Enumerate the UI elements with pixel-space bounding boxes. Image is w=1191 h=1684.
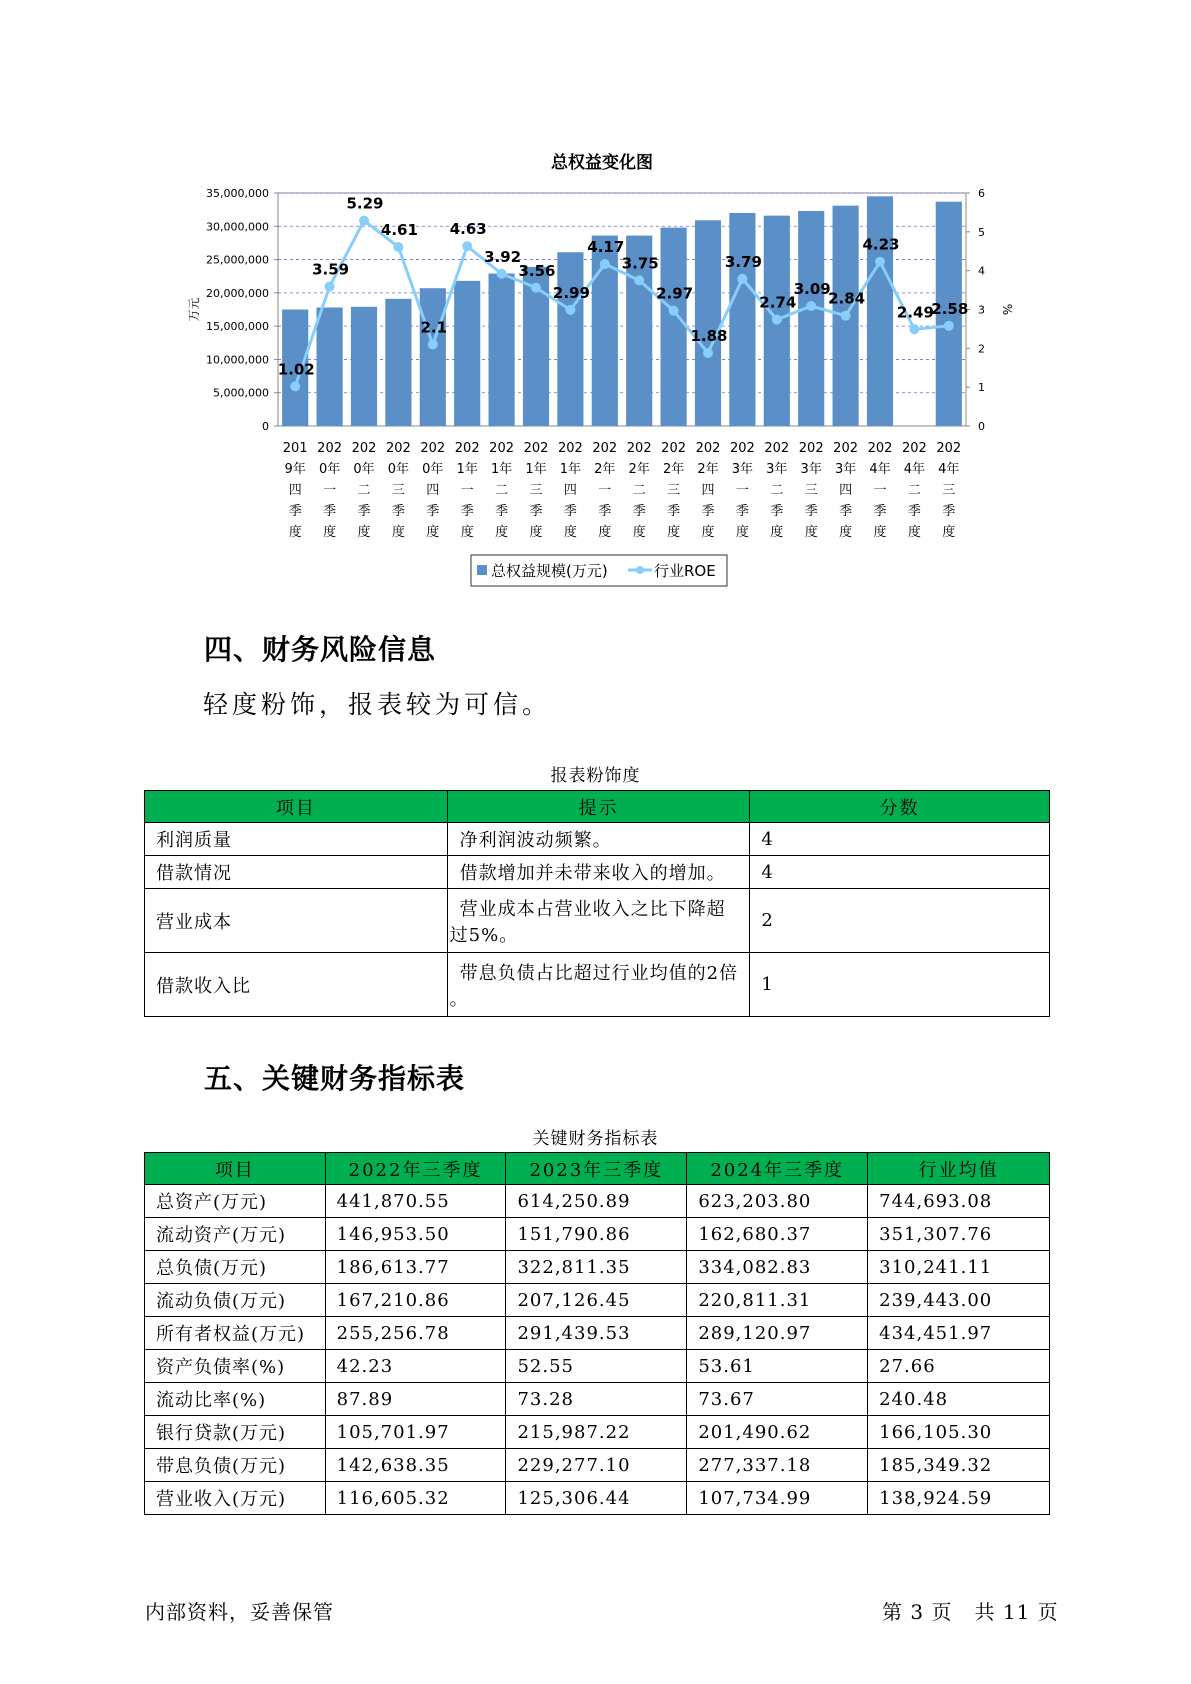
kpi-value: 27.66 [868,1350,1050,1383]
equity-chart [0,0,1191,600]
kpi-value: 215,987.22 [506,1416,687,1449]
x-tick-label: 202 2年四季度 [695,441,721,540]
kpi-value: 53.61 [687,1350,868,1383]
chart-title: 总权益变化图 [551,153,653,173]
y2-tick-label: 1 [978,381,985,395]
roe-point [531,283,541,293]
kpi-value: 151,790.86 [506,1218,687,1251]
kpi-value: 207,126.45 [506,1284,687,1317]
data-label: 4.23 [862,235,900,254]
data-label: 3.59 [312,260,350,279]
risk-item: 营业成本 [145,889,448,953]
kpi-item: 流动负债(万元) [145,1284,326,1317]
data-label: 1.02 [277,360,315,379]
x-tick-label: 202 0年三季度 [385,441,411,540]
bar [420,288,446,426]
kpi-value: 351,307.76 [868,1218,1050,1251]
kpi-item: 总负债(万元) [145,1251,326,1284]
kpi-value: 73.67 [687,1383,868,1416]
table-row [145,1317,1050,1350]
roe-point [393,242,403,252]
kpi-value: 334,082.83 [687,1251,868,1284]
x-tick-label: 202 4年二季度 [901,441,927,540]
y-tick-label: 30,000,000 [206,220,269,234]
data-label: 2.74 [759,293,797,312]
risk-table-caption: 报表粉饰度 [550,766,641,786]
kpi-table [144,1152,1050,1515]
y-tick-label: 0 [262,420,269,433]
kpi-item: 流动资产(万元) [145,1218,326,1251]
data-label: 5.29 [346,194,384,213]
roe-point [565,305,575,315]
risk-score: 2 [750,889,1050,953]
kpi-value: 322,811.35 [506,1251,687,1284]
kpi-value: 166,105.30 [868,1416,1050,1449]
table-row [145,1185,1050,1218]
kpi-value: 277,337.18 [687,1449,868,1482]
roe-point [600,259,610,269]
x-tick-label: 202 1年二季度 [489,441,515,540]
data-label: 3.79 [724,252,762,271]
bar [489,274,515,426]
kpi-value: 229,277.10 [506,1449,687,1482]
kpi-value: 107,734.99 [687,1482,868,1515]
bar [695,220,721,426]
data-label: 2.99 [552,283,590,302]
risk-score: 1 [750,953,1050,1017]
page-number: 第 3 页 共 11 页 [882,1600,1059,1624]
x-tick-label: 202 3年三季度 [798,441,824,540]
data-label: 3.75 [621,254,659,273]
risk-score: 4 [750,823,1050,856]
table-row [145,1416,1050,1449]
kpi-value: 220,811.31 [687,1284,868,1317]
kpi-value: 201,490.62 [687,1416,868,1449]
kpi-value: 441,870.55 [325,1185,506,1218]
kpi-value: 186,613.77 [325,1251,506,1284]
kpi-header: 行业均值 [868,1153,1050,1185]
kpi-header: 2022年三季度 [325,1153,506,1185]
kpi-value: 142,638.35 [325,1449,506,1482]
risk-hint: 借款增加并未带来收入的增加。 [447,856,750,889]
table-row [145,1449,1050,1482]
roe-point [841,311,851,321]
table-row [145,823,1050,856]
y2-tick-label: 3 [978,303,985,317]
roe-point [909,324,919,334]
y-tick-label: 25,000,000 [206,253,269,267]
y-tick-label: 20,000,000 [206,286,269,300]
table-row [145,856,1050,889]
data-label: 2.49 [896,303,934,322]
table-row [145,1383,1050,1416]
kpi-value: 87.89 [325,1383,506,1416]
risk-hint: 净利润波动频繁。 [447,823,750,856]
legend-line-marker [636,566,644,574]
data-label: 4.63 [449,220,487,239]
risk-score: 4 [750,856,1050,889]
kpi-value: 138,924.59 [868,1482,1050,1515]
risk-header-score: 分数 [750,791,1050,823]
bar [798,211,824,426]
legend-bar-swatch [477,565,487,575]
y-tick-label: 5,000,000 [213,386,269,400]
kpi-item: 资产负债率(%) [145,1350,326,1383]
data-label: 2.84 [828,289,866,308]
y2-tick-label: 0 [978,420,985,433]
x-tick-label: 202 0年一季度 [317,441,343,540]
y2-tick-label: 5 [978,225,985,239]
bar [385,299,411,426]
table-row [145,1251,1050,1284]
kpi-header: 2023年三季度 [506,1153,687,1185]
x-tick-label: 202 2年二季度 [626,441,652,540]
data-label: 3.92 [484,247,522,266]
y2-axis-label: % [1000,303,1014,316]
data-label: 4.17 [587,238,625,257]
kpi-item: 总资产(万元) [145,1185,326,1218]
roe-point [944,321,954,331]
kpi-value: 255,256.78 [325,1317,506,1350]
y-tick-label: 35,000,000 [206,187,269,200]
data-label: 2.58 [931,299,969,318]
roe-point [325,282,335,292]
kpi-value: 125,306.44 [506,1482,687,1515]
kpi-value: 623,203.80 [687,1185,868,1218]
kpi-value: 614,250.89 [506,1185,687,1218]
x-tick-label: 202 1年三季度 [523,441,549,540]
x-tick-label: 202 2年三季度 [661,441,687,540]
y2-tick-label: 6 [978,187,985,200]
legend-line-label: 行业ROE [654,562,716,580]
x-tick-label: 202 1年一季度 [454,441,480,540]
table-row [145,1218,1050,1251]
kpi-value: 291,439.53 [506,1317,687,1350]
kpi-item: 营业收入(万元) [145,1482,326,1515]
kpi-item: 流动比率(%) [145,1383,326,1416]
table-row [145,1284,1050,1317]
roe-point [737,274,747,284]
roe-point [497,269,507,279]
kpi-value: 52.55 [506,1350,687,1383]
kpi-value: 289,120.97 [687,1317,868,1350]
y2-tick-label: 4 [978,264,985,278]
table-row [145,953,1050,1017]
kpi-value: 146,953.50 [325,1218,506,1251]
data-label: 3.56 [518,261,556,280]
footer-left: 内部资料，妥善保管 [145,1600,334,1624]
bar [317,308,343,426]
table-row [145,889,1050,953]
risk-hint: 带息负债占比超过行业均值的2倍 。 [447,953,750,1017]
x-tick-label: 201 9年四季度 [282,441,308,540]
risk-summary: 轻度粉饰，报表较为可信。 [203,690,552,719]
kpi-value: 239,443.00 [868,1284,1050,1317]
data-label: 4.61 [380,220,418,239]
x-tick-label: 202 0年四季度 [420,441,446,540]
x-tick-label: 202 2年一季度 [592,441,618,540]
kpi-value: 167,210.86 [325,1284,506,1317]
kpi-table-caption: 关键财务指标表 [532,1129,659,1149]
data-label: 1.88 [690,326,728,345]
bar [557,252,583,426]
x-tick-label: 202 4年三季度 [936,441,962,540]
kpi-value: 240.48 [868,1383,1050,1416]
kpi-value: 42.23 [325,1350,506,1383]
risk-hint: 营业成本占营业收入之比下降超 过5%。 [447,889,750,953]
kpi-item: 银行贷款(万元) [145,1416,326,1449]
y-axis-label: 万元 [187,297,201,322]
x-tick-label: 202 3年四季度 [833,441,859,540]
section4-title: 四、财务风险信息 [204,633,437,666]
data-label: 2.1 [420,318,448,337]
roe-point [772,315,782,325]
table-row [145,1482,1050,1515]
kpi-value: 162,680.37 [687,1218,868,1251]
roe-point [428,339,438,349]
risk-table [144,790,1050,1017]
roe-point [634,275,644,285]
bar [661,228,687,426]
kpi-value: 73.28 [506,1383,687,1416]
bar [729,213,755,426]
roe-point [359,216,369,226]
risk-header-hint: 提示 [447,791,750,823]
kpi-value: 116,605.32 [325,1482,506,1515]
table-row [145,1350,1050,1383]
x-tick-label: 202 3年一季度 [729,441,755,540]
y2-tick-label: 2 [978,342,985,356]
y-tick-label: 15,000,000 [206,320,269,334]
x-tick-label: 202 1年四季度 [557,441,583,540]
y-tick-label: 10,000,000 [206,353,269,367]
kpi-item: 所有者权益(万元) [145,1317,326,1350]
kpi-value: 744,693.08 [868,1185,1050,1218]
section5-title: 五、关键财务指标表 [204,1062,466,1095]
kpi-header: 项目 [145,1153,326,1185]
bar [867,196,893,426]
risk-item: 利润质量 [145,823,448,856]
data-label: 3.09 [793,280,831,299]
roe-point [875,257,885,267]
data-label: 2.97 [656,284,694,303]
roe-point [290,381,300,391]
kpi-value: 434,451.97 [868,1317,1050,1350]
kpi-value: 310,241.11 [868,1251,1050,1284]
risk-header-item: 项目 [145,791,448,823]
roe-point [806,301,816,311]
x-tick-label: 202 0年二季度 [351,441,377,540]
roe-point [462,241,472,251]
risk-item: 借款情况 [145,856,448,889]
legend-bar-label: 总权益规模(万元) [491,562,608,580]
x-tick-label: 202 3年二季度 [764,441,790,540]
kpi-value: 105,701.97 [325,1416,506,1449]
kpi-header: 2024年三季度 [687,1153,868,1185]
x-tick-label: 202 4年一季度 [867,441,893,540]
bar [351,307,377,426]
kpi-item: 带息负债(万元) [145,1449,326,1482]
kpi-value: 185,349.32 [868,1449,1050,1482]
roe-point [703,348,713,358]
risk-item: 借款收入比 [145,953,448,1017]
bar [454,281,480,426]
roe-point [669,306,679,316]
